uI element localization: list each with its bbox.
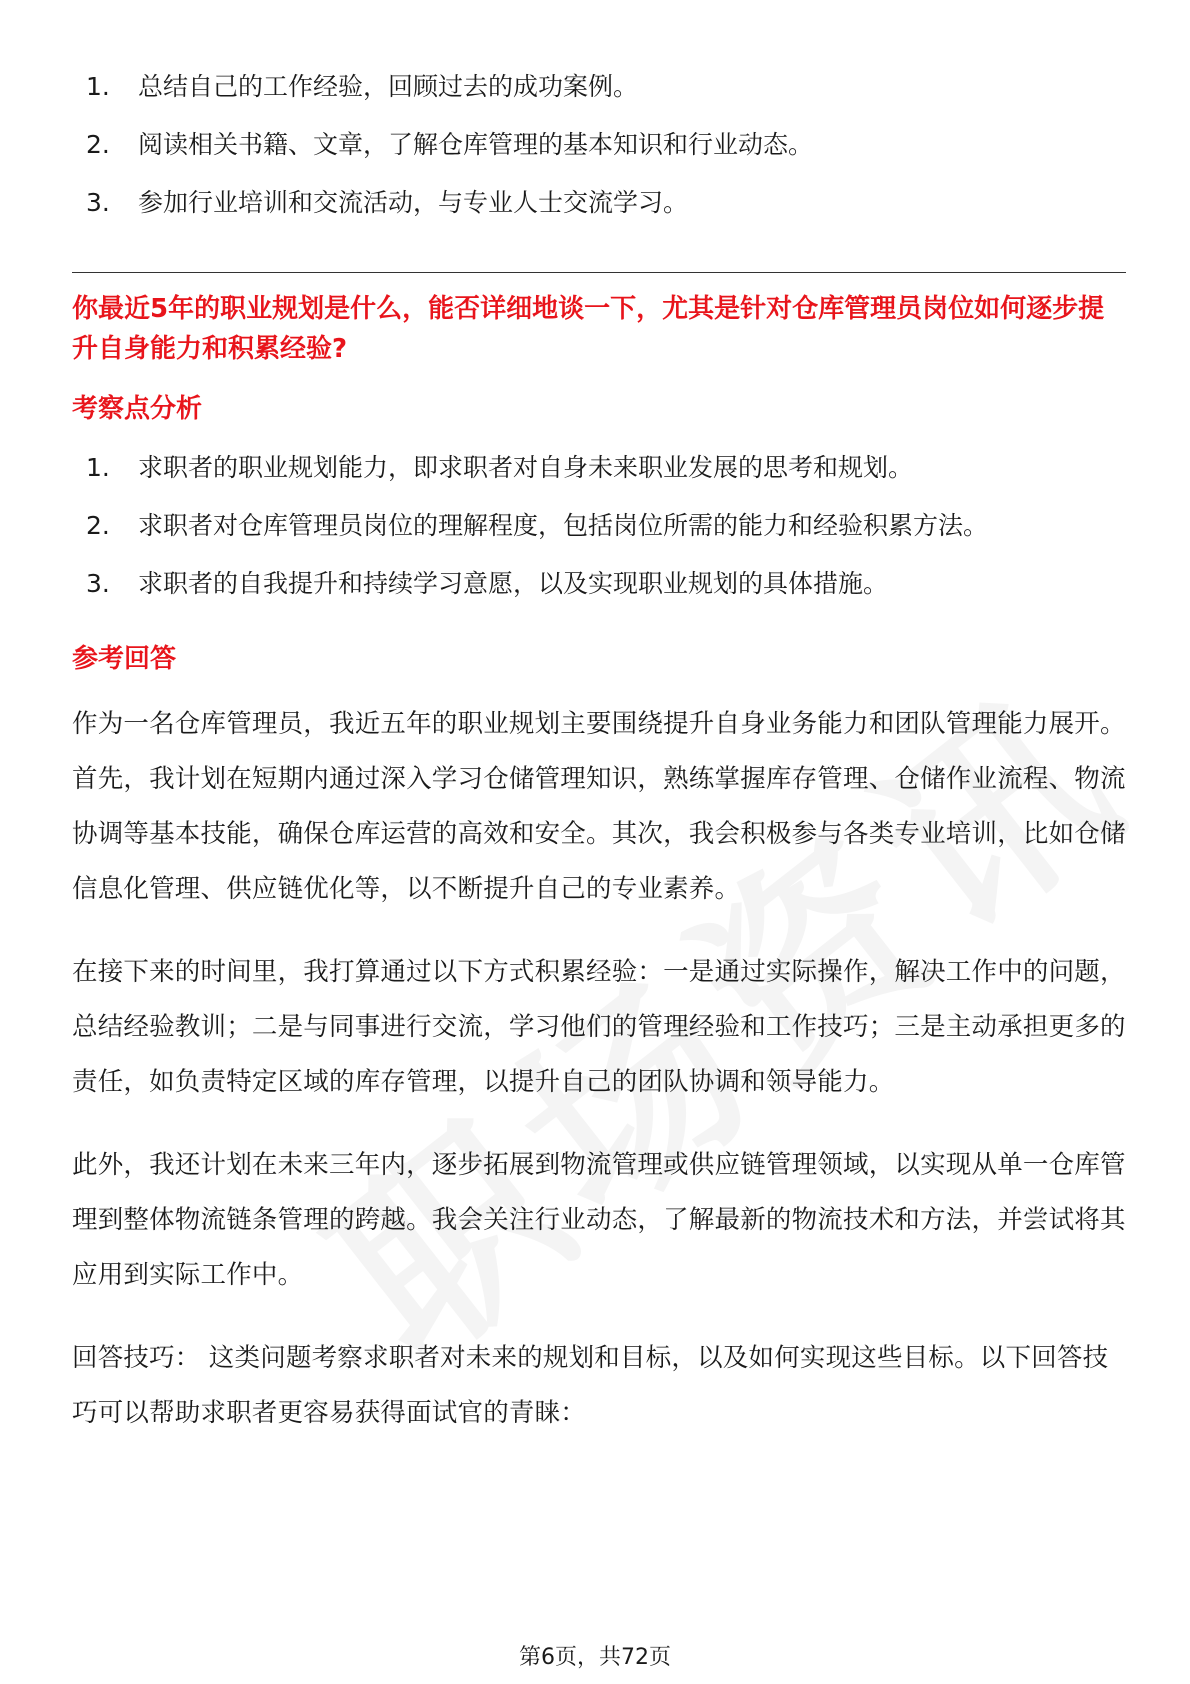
section-divider bbox=[72, 272, 1126, 273]
list-item bbox=[72, 116, 1126, 174]
page-number-footer: 第6页，共72页 bbox=[519, 1645, 671, 1670]
list-item bbox=[72, 58, 1126, 116]
top-numbered-list bbox=[72, 58, 1126, 232]
answer-paragraph: 在接下来的时间里，我打算通过以下方式积累经验：一是通过实际操作，解决工作中的问题，总结经验教训；二是与同事进行交流，学习他们的管理经验和工作技巧；三是主动承担更多的责任，如负责特定区域的库存管理，以提升自己的团队协调和领导能力。 bbox=[72, 957, 1126, 1097]
list-item bbox=[72, 174, 1126, 232]
list-item bbox=[72, 439, 1126, 497]
list-item-number: 2. bbox=[86, 511, 110, 540]
list-item-text: 求职者对仓库管理员岗位的理解程度，包括岗位所需的能力和经验积累方法。 bbox=[138, 511, 989, 540]
list-item-number: 3. bbox=[86, 188, 110, 217]
list-item-number: 3. bbox=[86, 569, 110, 598]
page-content bbox=[72, 58, 1126, 1469]
analysis-list bbox=[72, 439, 1126, 613]
list-item-number: 2. bbox=[86, 130, 110, 159]
list-item bbox=[72, 555, 1126, 613]
list-item-text: 总结自己的工作经验，回顾过去的成功案例。 bbox=[138, 72, 639, 101]
analysis-heading: 考察点分析 bbox=[72, 394, 203, 424]
answer-paragraph: 作为一名仓库管理员，我近五年的职业规划主要围绕提升自身业务能力和团队管理能力展开。首先，我计划在短期内通过深入学习仓储管理知识，熟练掌握库存管理、仓储作业流程、物流协调等基本技能，确保仓库运营的高效和安全。其次，我会积极参与各类专业培训，比如仓储信息化管理、供应链优化等，以不断提升自己的专业素养。 bbox=[72, 709, 1126, 904]
list-item-text: 求职者的职业规划能力，即求职者对自身未来职业发展的思考和规划。 bbox=[138, 453, 914, 482]
answer-tips-paragraph: 回答技巧： 这类问题考察求职者对未来的规划和目标，以及如何实现这些目标。以下回答技巧可以帮助求职者更容易获得面试官的青睐： bbox=[72, 1343, 1109, 1428]
list-item-text: 参加行业培训和交流活动，与专业人士交流学习。 bbox=[138, 188, 689, 217]
list-item-number: 1. bbox=[86, 453, 110, 482]
list-item bbox=[72, 497, 1126, 555]
list-item-text: 阅读相关书籍、文章，了解仓库管理的基本知识和行业动态。 bbox=[138, 130, 814, 159]
list-item-number: 1. bbox=[86, 72, 110, 101]
interview-question: 你最近5年的职业规划是什么，能否详细地谈一下，尤其是针对仓库管理员岗位如何逐步提升自身能力和积累经验? bbox=[72, 294, 1105, 364]
answer-paragraph: 此外，我还计划在未来三年内，逐步拓展到物流管理或供应链管理领域，以实现从单一仓库管理到整体物流链条管理的跨越。我会关注行业动态，了解最新的物流技术和方法，并尝试将其应用到实际工作中。 bbox=[72, 1150, 1126, 1290]
list-item-text: 求职者的自我提升和持续学习意愿，以及实现职业规划的具体措施。 bbox=[138, 569, 889, 598]
reference-answer-heading: 参考回答 bbox=[72, 644, 177, 674]
